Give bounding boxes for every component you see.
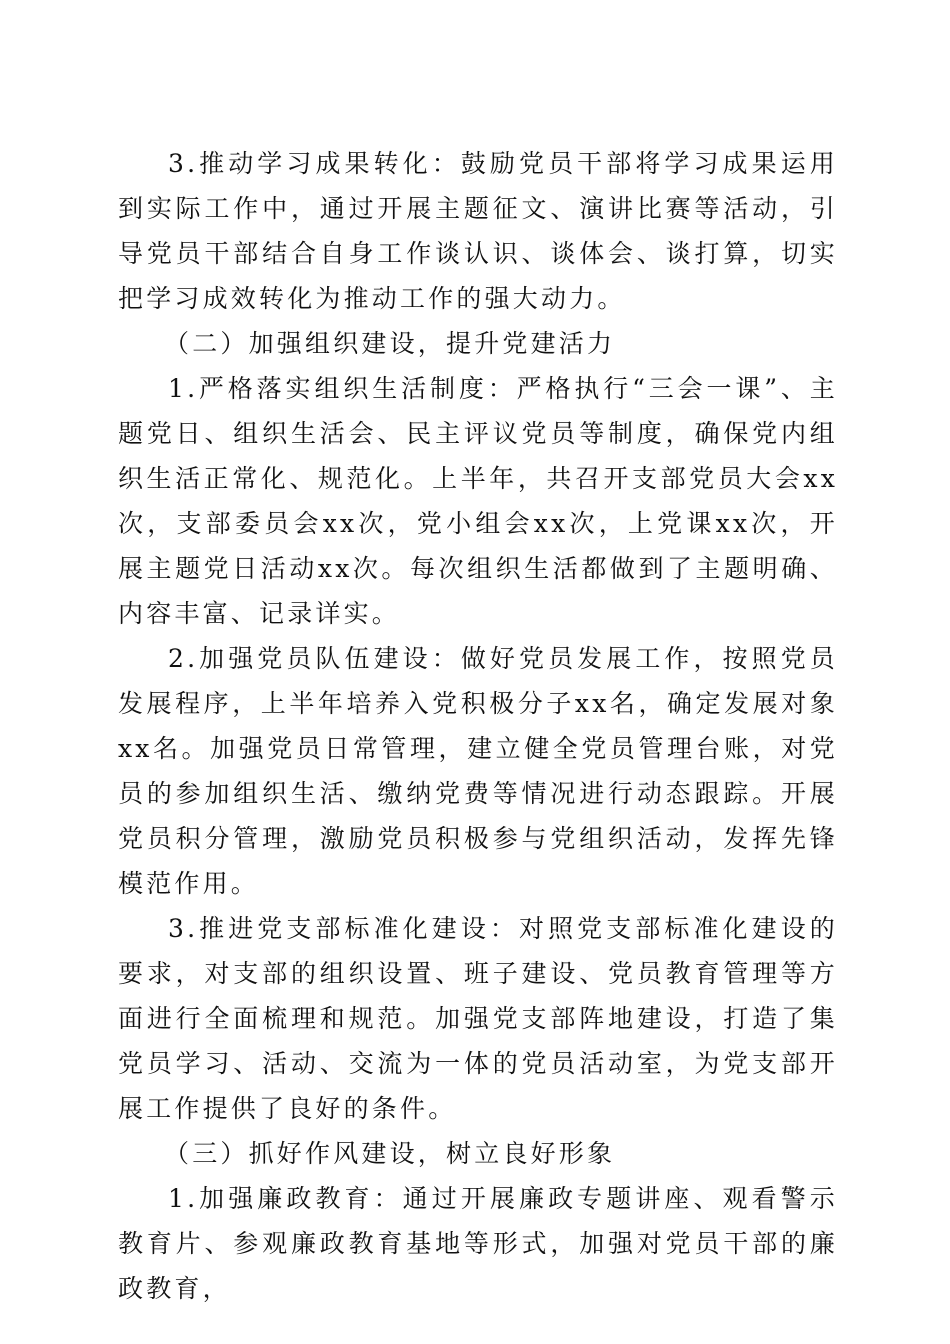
paragraph-organization-system: 1.严格落实组织生活制度：严格执行“三会一课”、主题党日、组织生活会、民主评议党员等制度，确保党内组织生活正常化、规范化。上半年，共召开支部党员大会xx次，支部委员会xx次，党小组会xx次，上党课xx次，开展主题党日活动xx次。每次组织生活都做到了主题明确、内容丰富、记录详实。: [118, 374, 838, 628]
section-heading-work-style: （三）抓好作风建设，树立良好形象: [164, 1139, 616, 1168]
paragraph-standardization: 3.推进党支部标准化建设：对照党支部标准化建设的要求，对支部的组织设置、班子建设、党员教育管理等方面进行全面梳理和规范。加强党支部阵地建设，打造了集党员学习、活动、交流为一体的党员活动室，为党支部开展工作提供了良好的条件。: [118, 914, 838, 1123]
section-heading-organization: （二）加强组织建设，提升党建活力: [164, 329, 616, 358]
document-body: [118, 141, 838, 1311]
paragraph-learning-outcomes: 3.推动学习成果转化：鼓励党员干部将学习成果运用到实际工作中，通过开展主题征文、演讲比赛等活动，引导党员干部结合自身工作谈认识、谈体会、谈打算，切实把学习成效转化为推动工作的强大动力。: [118, 149, 838, 313]
paragraph-integrity-education: 1.加强廉政教育：通过开展廉政专题讲座、观看警示教育片、参观廉政教育基地等形式，加强对党员干部的廉政教育，: [118, 1184, 838, 1303]
paragraph-member-team: 2.加强党员队伍建设：做好党员发展工作，按照党员发展程序，上半年培养入党积极分子xx名，确定发展对象xx名。加强党员日常管理，建立健全党员管理台账，对党员的参加组织生活、缴纳党费等情况进行动态跟踪。开展党员积分管理，激励党员积极参与党组织活动，发挥先锋模范作用。: [118, 644, 838, 898]
